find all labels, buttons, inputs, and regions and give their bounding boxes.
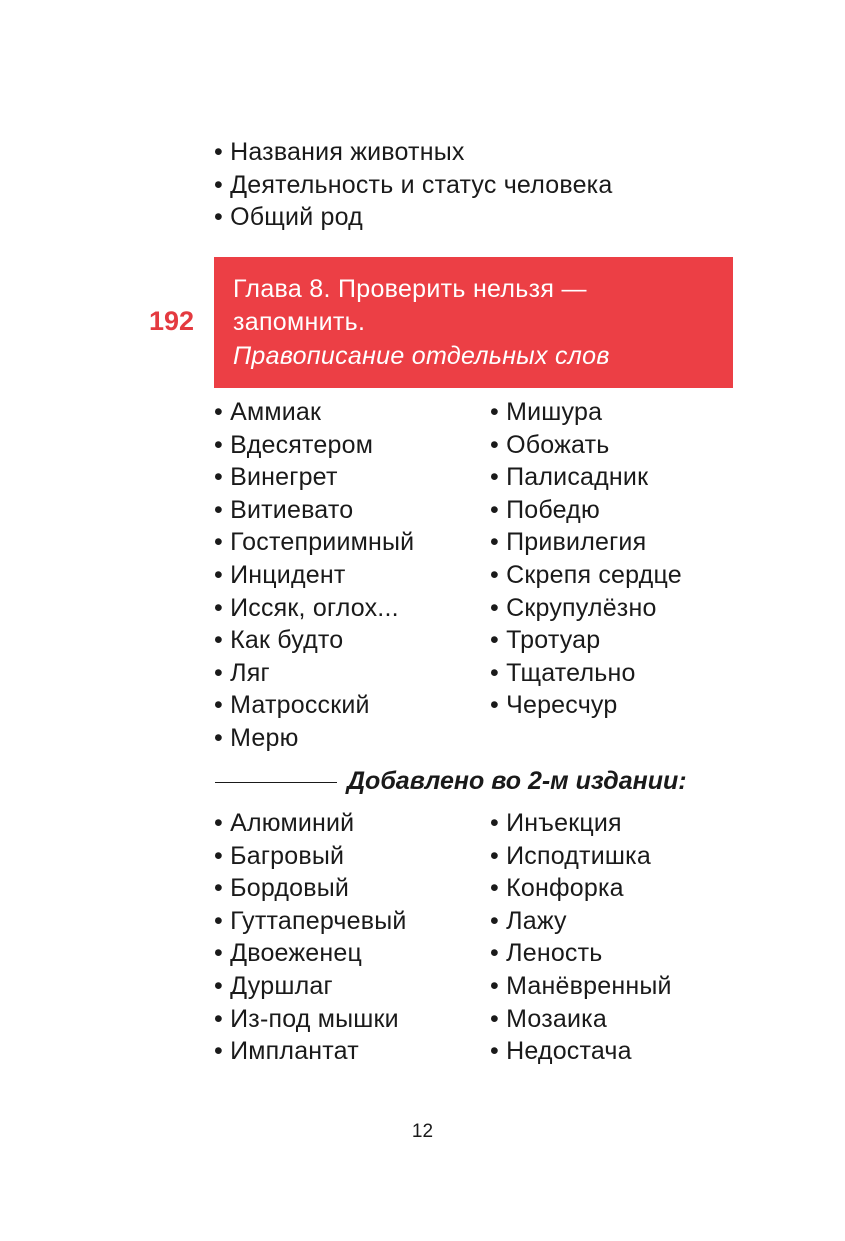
chapter-banner[interactable]: [214, 257, 733, 388]
chapter-subtitle: Правописание отдельных слов: [233, 342, 610, 370]
topic-list: [214, 136, 612, 234]
list-item: • Тщательно: [490, 657, 682, 690]
list-item: • Дуршлаг: [214, 970, 407, 1003]
list-item: • Гуттаперчевый: [214, 905, 407, 938]
list-item: • Палисадник: [490, 461, 682, 494]
list-item: • Тротуар: [490, 624, 682, 657]
list-item: • Лажу: [490, 905, 672, 938]
list-item: • Деятельность и статус человека: [214, 169, 612, 202]
edition-word-list-right: [490, 807, 672, 1068]
list-item: • Исподтишка: [490, 840, 672, 873]
chapter-word-list-left: [214, 396, 414, 755]
list-item: • Мерю: [214, 722, 414, 755]
list-item: • Имплантат: [214, 1035, 407, 1068]
list-item: • Мишура: [490, 396, 682, 429]
list-item: • Недостача: [490, 1035, 672, 1068]
list-item: • Как будто: [214, 624, 414, 657]
list-item: • Иссяк, оглох...: [214, 592, 414, 625]
page-number: 12: [411, 1121, 434, 1142]
list-item: • Аммиак: [214, 396, 414, 429]
list-item: • Названия животных: [214, 136, 612, 169]
list-item: • Конфорка: [490, 872, 672, 905]
list-item: • Леность: [490, 937, 672, 970]
list-item: • Скрупулёзно: [490, 592, 682, 625]
list-item: • Инъекция: [490, 807, 672, 840]
list-item: • Витиевато: [214, 494, 414, 527]
list-item: • Бордовый: [214, 872, 407, 905]
list-item: • Общий род: [214, 201, 612, 234]
edition-word-list-left: [214, 807, 407, 1068]
list-item: • Матросский: [214, 689, 414, 722]
chapter-page-reference[interactable]: 192: [149, 306, 195, 336]
list-item: • Инцидент: [214, 559, 414, 592]
list-item: • Из-под мышки: [214, 1003, 407, 1036]
list-item: • Манёвренный: [490, 970, 672, 1003]
chapter-word-list-right: [490, 396, 682, 722]
list-item: • Винегрет: [214, 461, 414, 494]
list-item: • Победю: [490, 494, 682, 527]
list-item: • Обожать: [490, 429, 682, 462]
list-item: • Гостеприимный: [214, 526, 414, 559]
chapter-title-line2: запомнить.: [233, 308, 366, 336]
list-item: • Ляг: [214, 657, 414, 690]
edition-heading: Добавлено во 2-м издании:: [347, 767, 687, 795]
list-item: • Багровый: [214, 840, 407, 873]
list-item: • Мозаика: [490, 1003, 672, 1036]
list-item: • Вдесятером: [214, 429, 414, 462]
list-item: • Двоеженец: [214, 937, 407, 970]
list-item: • Скрепя сердце: [490, 559, 682, 592]
list-item: • Алюминий: [214, 807, 407, 840]
list-item: • Чересчур: [490, 689, 682, 722]
edition-divider: [215, 782, 337, 783]
list-item: • Привилегия: [490, 526, 682, 559]
chapter-title-line1: Глава 8. Проверить нельзя —: [233, 275, 587, 303]
